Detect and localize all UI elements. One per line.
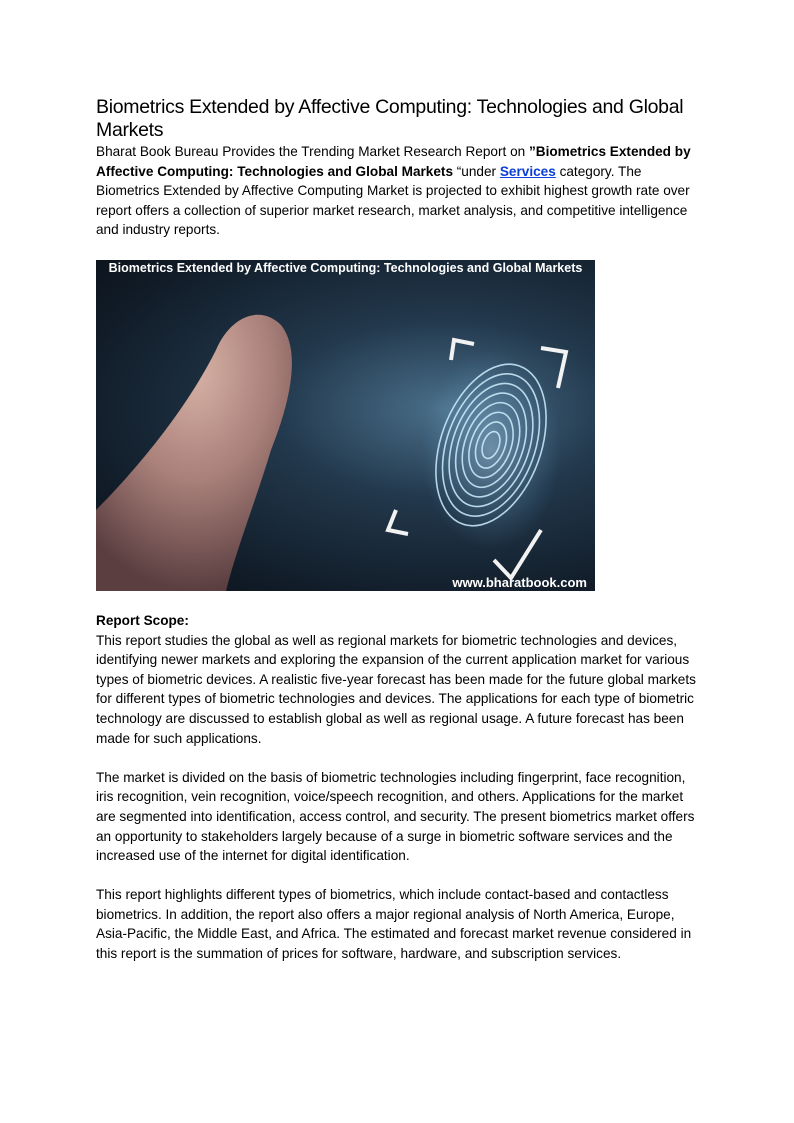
document-title: Biometrics Extended by Affective Computing: Technologies and Global Markets [96, 96, 684, 141]
report-title-bold: ”Biometrics Extended by Affective Computing: Technologies and Global Markets [96, 144, 691, 179]
image-caption-title: Biometrics Extended by Affective Computing: Technologies and Global Markets [108, 260, 583, 275]
scope-paragraph-2: The market is divided on the basis of biometric technologies including fingerprint, face recognition, iris recognition, vein recognition, voice/speech recognition, and others. Applications for the market are segmented into identification, access control, and security. The present biometrics market offers an opportunity to stakeholders largely because of a surge in biometric software services and the increased use of the internet for digital identification. [96, 769, 695, 864]
scope-paragraph-1: This report studies the global as well as regional markets for biometric technologies and devices, identifying newer markets and exploring the expansion of the current application market for various types of biometric devices. A realistic five-year forecast has been made for the future global markets for different types of biometric technologies and devices. The applications for each type of biometric technology are discussed to establish global as well as regional usage. A future forecast has been made for such applications. [96, 632, 696, 746]
scope-heading-text: Report Scope: [96, 612, 189, 628]
intro-suffix: category. The Biometrics Extended by Affective Computing Market is projected to exhibit highest growth rate over report offers a collection of superior market research, market analysis, and competitive intelligence and industry reports. [96, 163, 690, 238]
intro-paragraph [96, 142, 706, 240]
document-page [96, 96, 706, 964]
scope-paragraph-3: This report highlights different types of biometrics, which include contact-based and contactless biometrics. In addition, the report also offers a major regional analysis of North America, Europe, Asia-Pacific, the Middle East, and Africa. The estimated and forecast market revenue considered in this report is the summation of prices for software, hardware, and subscription services. [96, 887, 692, 962]
fingerprint-scan-image [96, 260, 595, 591]
fingerprint-illustration [96, 260, 595, 591]
image-watermark-url: www.bharatbook.com [452, 574, 587, 590]
intro-prefix: Bharat Book Bureau Provides the Trending Market Research Report on [96, 144, 529, 159]
services-link[interactable]: Services [499, 163, 556, 179]
intro-mid: “under [456, 163, 500, 179]
scope-heading [96, 611, 706, 631]
